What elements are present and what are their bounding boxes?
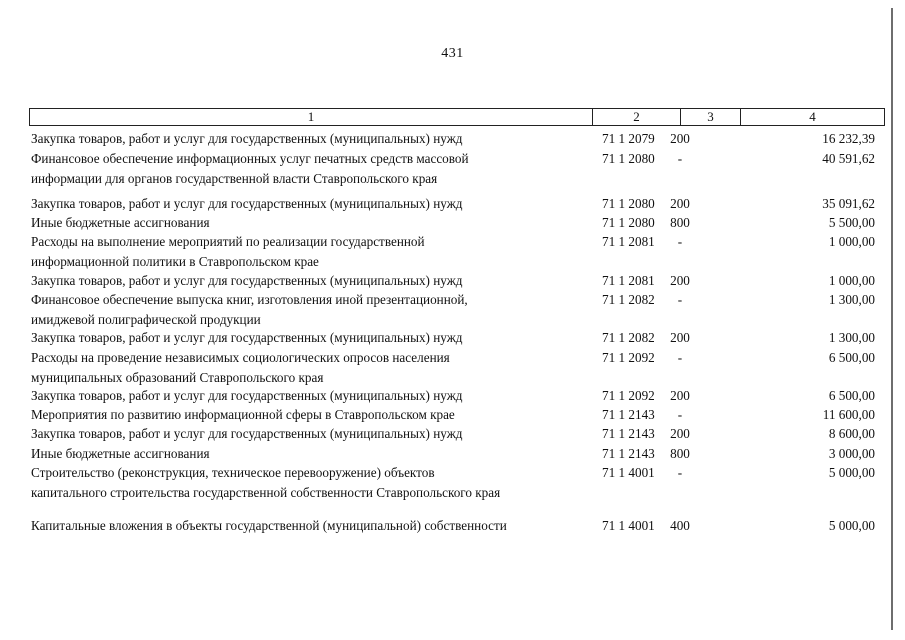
row-amount: 8 600,00 <box>828 426 875 441</box>
row-amount: 40 591,62 <box>822 151 875 166</box>
row-expense-type: - <box>677 292 683 307</box>
description-line: имиджевой полиграфической продукции <box>31 311 261 327</box>
row-description <box>31 232 591 271</box>
description-line: Мероприятия по развитию информационной сферы в Ставропольском крае <box>31 407 455 422</box>
row-code: 71 1 2143 <box>602 446 655 461</box>
row-amount: 16 232,39 <box>822 131 875 146</box>
header-col-2: 2 <box>592 109 680 125</box>
row-code: 71 1 2079 <box>602 131 655 146</box>
header-col-3: 3 <box>680 109 740 125</box>
row-expense-type: 800 <box>670 215 690 230</box>
row-expense-type: 200 <box>670 131 690 146</box>
row-amount: 6 500,00 <box>828 350 875 365</box>
row-amount: 3 000,00 <box>828 446 875 461</box>
description-line: Расходы на выполнение мероприятий по реализации государственной <box>31 234 425 249</box>
page-number: 431 <box>441 46 464 61</box>
row-expense-type: 200 <box>670 388 690 403</box>
row-description <box>31 348 591 387</box>
row-code: 71 1 2143 <box>602 407 655 422</box>
scan-edge-line <box>891 8 893 630</box>
row-code: 71 1 2082 <box>602 330 655 345</box>
row-description <box>31 271 591 291</box>
row-expense-type: 200 <box>670 196 690 211</box>
description-line: Закупка товаров, работ и услуг для государственных (муниципальных) нужд <box>31 196 463 211</box>
description-line: Закупка товаров, работ и услуг для государственных (муниципальных) нужд <box>31 273 463 288</box>
row-description <box>31 149 591 188</box>
row-expense-type: - <box>677 465 683 480</box>
row-amount: 1 000,00 <box>828 234 875 249</box>
row-code: 71 1 2143 <box>602 426 655 441</box>
row-expense-type: 200 <box>670 426 690 441</box>
row-description <box>31 129 591 149</box>
row-amount: 5 000,00 <box>828 465 875 480</box>
row-code: 71 1 2081 <box>602 273 655 288</box>
row-amount: 1 000,00 <box>828 273 875 288</box>
description-line: Иные бюджетные ассигнования <box>31 215 210 230</box>
description-line: Капитальные вложения в объекты государственной (муниципальной) собственности <box>31 518 507 533</box>
row-description <box>31 424 591 444</box>
row-expense-type: 200 <box>670 330 690 345</box>
row-description <box>31 463 591 502</box>
row-code: 71 1 2080 <box>602 196 655 211</box>
description-line: Закупка товаров, работ и услуг для государственных (муниципальных) нужд <box>31 330 463 345</box>
row-amount: 35 091,62 <box>822 196 875 211</box>
description-line: Финансовое обеспечение информационных услуг печатных средств массовой <box>31 151 469 166</box>
description-line: Иные бюджетные ассигнования <box>31 446 210 461</box>
row-code: 71 1 4001 <box>602 465 655 480</box>
row-description <box>31 516 591 536</box>
row-expense-type: - <box>677 234 683 249</box>
row-expense-type: 800 <box>670 446 690 461</box>
row-code: 71 1 2080 <box>602 151 655 166</box>
row-amount: 1 300,00 <box>828 330 875 345</box>
description-line: Финансовое обеспечение выпуска книг, изготовления иной презентационной, <box>31 292 468 307</box>
row-amount: 5 500,00 <box>828 215 875 230</box>
row-expense-type: - <box>677 151 683 166</box>
row-amount: 11 600,00 <box>822 407 875 422</box>
row-code: 71 1 2092 <box>602 388 655 403</box>
table-header <box>29 108 885 126</box>
header-col-4: 4 <box>740 109 884 125</box>
row-description <box>31 213 591 233</box>
description-line: капитального строительства государственной собственности Ставропольского края <box>31 484 501 500</box>
row-code: 71 1 2092 <box>602 350 655 365</box>
description-line: информационной политики в Ставропольском крае <box>31 253 319 269</box>
row-code: 71 1 2080 <box>602 215 655 230</box>
description-line: Строительство (реконструкция, техническое перевооружение) объектов <box>31 465 435 480</box>
description-line: Закупка товаров, работ и услуг для государственных (муниципальных) нужд <box>31 131 463 146</box>
row-description <box>31 290 591 329</box>
row-amount: 1 300,00 <box>828 292 875 307</box>
row-expense-type: 200 <box>670 273 690 288</box>
header-col-1: 1 <box>307 109 315 124</box>
description-line: Закупка товаров, работ и услуг для государственных (муниципальных) нужд <box>31 388 463 403</box>
description-line: Расходы на проведение независимых социологических опросов населения <box>31 350 450 365</box>
row-code: 71 1 2082 <box>602 292 655 307</box>
row-description <box>31 386 591 406</box>
row-expense-type: - <box>677 350 683 365</box>
row-description <box>31 194 591 214</box>
description-line: Закупка товаров, работ и услуг для государственных (муниципальных) нужд <box>31 426 463 441</box>
row-description <box>31 328 591 348</box>
row-expense-type: 400 <box>670 518 690 533</box>
row-amount: 5 000,00 <box>828 518 875 533</box>
row-description <box>31 444 591 464</box>
row-amount: 6 500,00 <box>828 388 875 403</box>
description-line: информации для органов государственной власти Ставропольского края <box>31 170 438 186</box>
row-expense-type: - <box>677 407 683 422</box>
row-description <box>31 405 591 425</box>
description-line: муниципальных образований Ставропольского края <box>31 369 324 385</box>
row-code: 71 1 2081 <box>602 234 655 249</box>
row-code: 71 1 4001 <box>602 518 655 533</box>
